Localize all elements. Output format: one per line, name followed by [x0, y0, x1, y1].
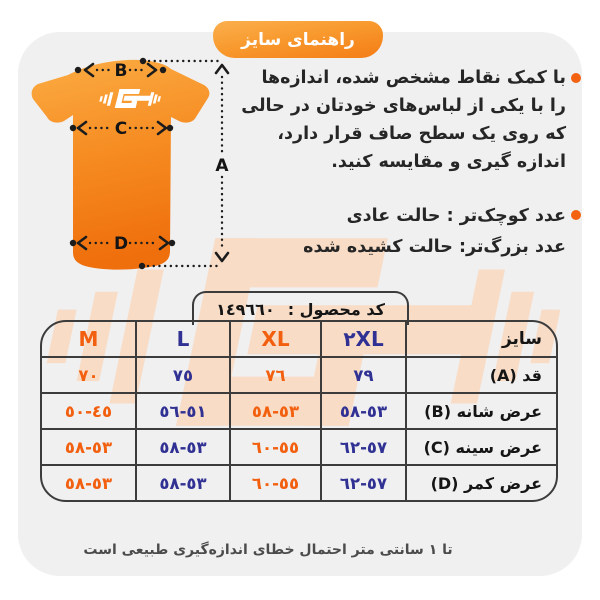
cell-m: ٥٣-٥٨	[42, 466, 137, 500]
cell-l: ٥١-٥٦	[137, 394, 231, 428]
row-label: عرض سینه (C)	[423, 437, 542, 457]
table-row-waist	[42, 464, 556, 500]
instruction-line: اندازه گیری و مقایسه کنید.	[331, 152, 566, 172]
product-code-label: کد محصول :	[287, 299, 385, 319]
instruction-line: را با یکی از لباس‌های خودتان در حالی	[241, 96, 566, 116]
bullet-dot-icon	[571, 210, 581, 220]
cell-m: ٤٥-٥٠	[42, 394, 137, 428]
size-guide-badge-label: راهنمای سایز	[241, 29, 355, 50]
instruction-line: عدد بزرگ‌تر: حالت کشیده شده	[303, 237, 566, 257]
header-xl: XL	[231, 322, 322, 356]
header-m: M	[42, 322, 137, 356]
instruction-line: با کمک نقاط مشخص شده، اندازه‌ها	[261, 68, 566, 88]
instruction-bullet-2	[234, 201, 566, 263]
measure-label-c: C	[114, 119, 128, 139]
header-l: L	[137, 322, 231, 356]
cell-m: ٥٣-٥٨	[42, 430, 137, 464]
cell-xl: ٥٣-٥٨	[231, 394, 322, 428]
tshirt-measure-figure	[20, 55, 260, 280]
size-guide-badge	[213, 21, 383, 58]
cell-l: ٥٣-٥٨	[137, 466, 231, 500]
content-panel	[18, 29, 582, 576]
cell-xl: ٥٥-٦٠	[231, 466, 322, 500]
cell-2xl: ٥٧-٦٢	[322, 430, 407, 464]
product-code-box	[192, 291, 409, 325]
table-row-shoulder	[42, 392, 556, 428]
cell-2xl: ٥٧-٦٢	[322, 466, 407, 500]
row-label: عرض شانه (B)	[424, 401, 542, 421]
row-label: عرض کمر (D)	[430, 473, 542, 493]
product-code-value: ١٤٩٦٦٠	[216, 299, 275, 319]
measure-label-d: D	[113, 234, 129, 254]
cell-l: ٥٣-٥٨	[137, 430, 231, 464]
size-table	[40, 320, 558, 502]
table-row-chest	[42, 428, 556, 464]
header-2xl: ٢XL	[322, 322, 407, 356]
cell-2xl: ٥٣-٥٨	[322, 394, 407, 428]
cell-xl: ٧٦	[231, 358, 322, 392]
instruction-line: که روی یک سطح صاف قرار دارد،	[277, 124, 566, 144]
measure-label-a: A	[215, 156, 229, 176]
table-header-row	[42, 322, 556, 356]
instruction-bullet-1	[234, 64, 566, 176]
row-label: قد (A)	[489, 365, 542, 385]
measure-label-b: B	[114, 61, 128, 81]
bullet-dot-icon	[571, 73, 581, 83]
instruction-line: عدد کوچک‌تر : حالت عادی	[346, 206, 566, 226]
cell-m: ٧٠	[42, 358, 137, 392]
cell-l: ٧٥	[137, 358, 231, 392]
header-size: سایز	[501, 329, 542, 349]
measurement-error-note: تا ١ سانتی متر احتمال خطای اندازه‌گیری طبیعی است	[83, 542, 453, 558]
table-row-height	[42, 356, 556, 392]
cell-2xl: ٧٩	[322, 358, 407, 392]
cell-xl: ٥٥-٦٠	[231, 430, 322, 464]
